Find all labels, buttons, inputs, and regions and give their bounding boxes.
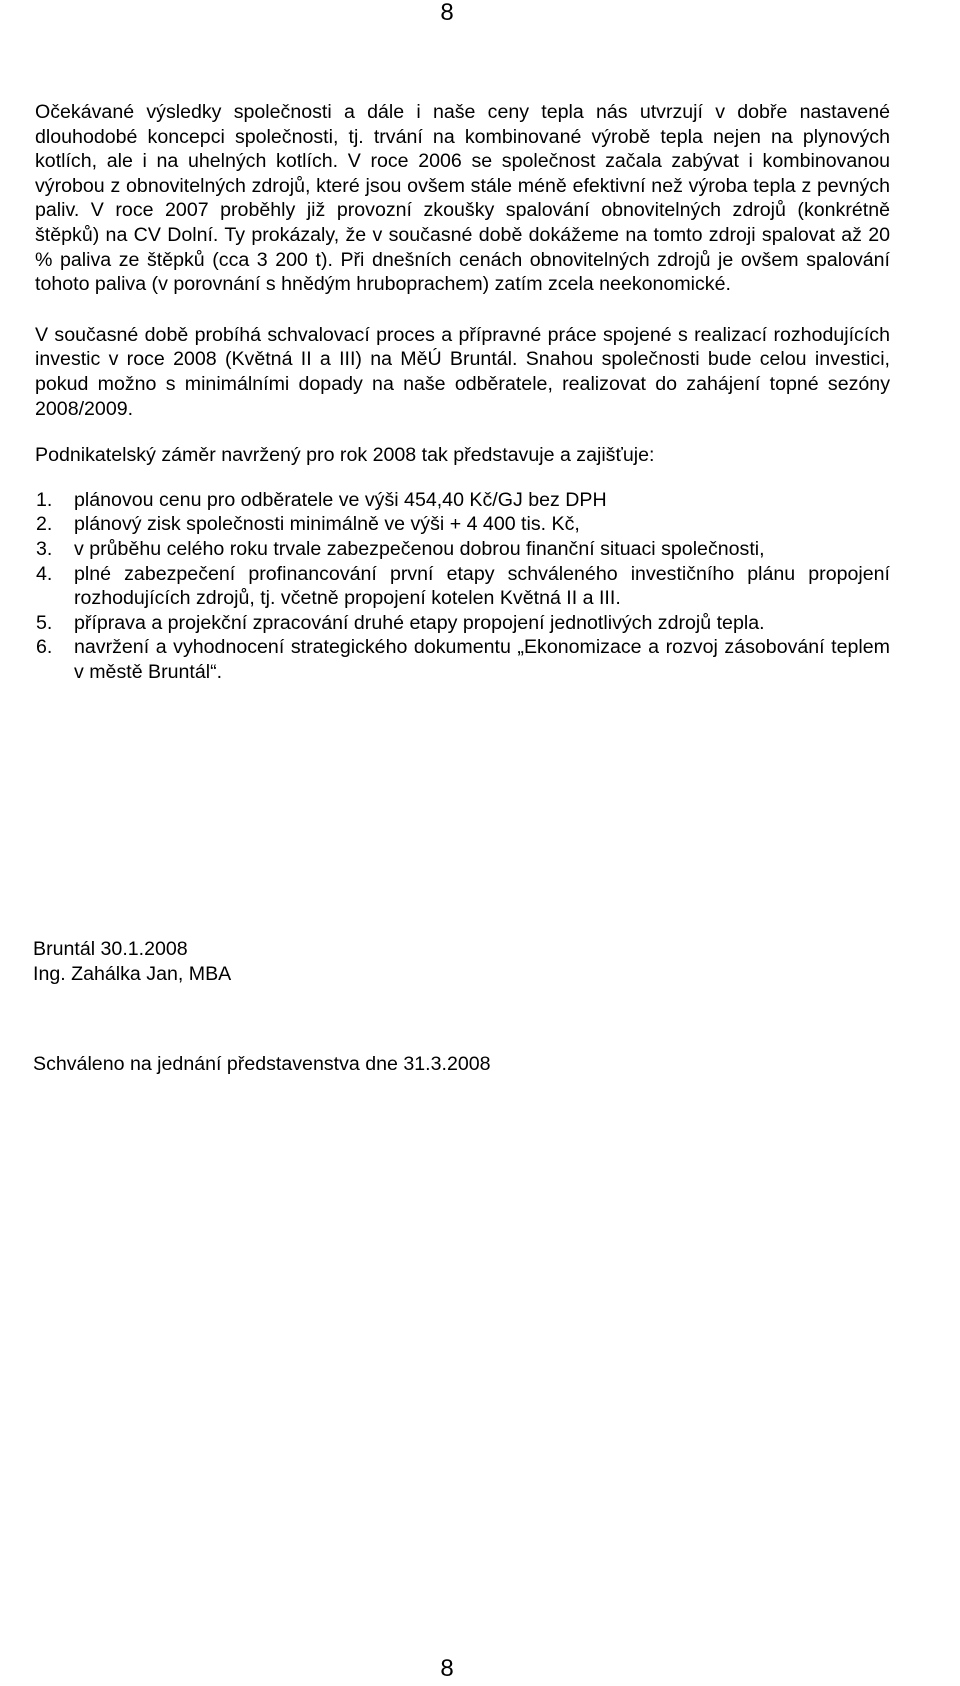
list-item-text: příprava a projekční zpracování druhé etapy propojení jednotlivých zdrojů tepla. bbox=[74, 611, 765, 634]
signature-name: Ing. Zahálka Jan, MBA bbox=[33, 962, 232, 985]
page-number-bottom: 8 bbox=[440, 1655, 454, 1682]
approval-note: Schváleno na jednání představenstva dne 31.3.2008 bbox=[33, 1053, 491, 1075]
list-item-text: plánovou cenu pro odběratele ve výši 454,40 Kč/GJ bez DPH bbox=[74, 488, 607, 511]
list-item-number: 2. bbox=[36, 513, 53, 536]
list-item bbox=[35, 611, 890, 636]
list-item-number: 5. bbox=[36, 611, 53, 634]
list-item bbox=[35, 537, 890, 562]
paragraph-plan-intro: Podnikatelský záměr navržený pro rok 2008 tak představuje a zajišťuje: bbox=[35, 444, 655, 467]
list-item-number: 6. bbox=[36, 636, 53, 659]
list-item bbox=[35, 562, 890, 611]
page-number-top: 8 bbox=[440, 0, 454, 26]
list-item-number: 3. bbox=[36, 537, 53, 560]
plan-list bbox=[35, 488, 890, 685]
paragraph-results: Očekávané výsledky společnosti a dále i naše ceny tepla nás utvrzují v dobře nastavené dlouhodobé koncepci společnosti, tj. trvání na kombinované výrobě tepla nejen na plynových kotlích, ale i na uhelných kotlích. V roce 2006 se společnost začala zabývat i kombinovanou výrobou z obnovitelných zdrojů, které jsou ovšem stále méně efektivní než výroba tepla z pevných paliv. V roce 2007 proběhly již provozní zkoušky spalování obnovitelných zdrojů (konkrétně štěpků) na CV Dolní. Ty prokázaly, že v současné době dokážeme na tomto zdroji spalovat až 20 % paliva ze štěpků (cca 3 200 t). Při dnešních cenách obnovitelných zdrojů je ovšem spalování tohoto paliva (v porovnání s hnědým hruboprachem) zatím zcela neekonomické. bbox=[35, 101, 890, 296]
signature-block bbox=[33, 937, 231, 986]
list-item bbox=[35, 512, 890, 537]
list-item bbox=[35, 635, 890, 684]
paragraph-investments: V současné době probíhá schvalovací proces a přípravné práce spojené s realizací rozhodujících investic v roce 2008 (Květná II a III) na MěÚ Bruntál. Snahou společnosti bude celou investici, pokud možno s minimálními dopady na naše odběratele, realizovat do zahájení topné sezóny 2008/2009. bbox=[35, 323, 890, 420]
list-item bbox=[35, 488, 890, 513]
list-item-text: navržení a vyhodnocení strategického dokumentu „Ekonomizace a rozvoj zásobování teplem v městě Bruntál“. bbox=[74, 636, 890, 683]
document-body bbox=[35, 100, 890, 684]
list-item-number: 1. bbox=[36, 488, 53, 511]
list-item-text: plánový zisk společnosti minimálně ve výši + 4 400 tis. Kč, bbox=[74, 513, 580, 536]
list-item-number: 4. bbox=[36, 562, 53, 585]
signature-place-date: Bruntál 30.1.2008 bbox=[33, 938, 188, 960]
list-item-text: v průběhu celého roku trvale zabezpečenou dobrou finanční situaci společnosti, bbox=[74, 537, 765, 560]
list-item-text: plné zabezpečení profinancování první etapy schváleného investičního plánu propojení rozhodujících zdrojů, tj. včetně propojení kotelen Květná II a III. bbox=[74, 562, 890, 610]
